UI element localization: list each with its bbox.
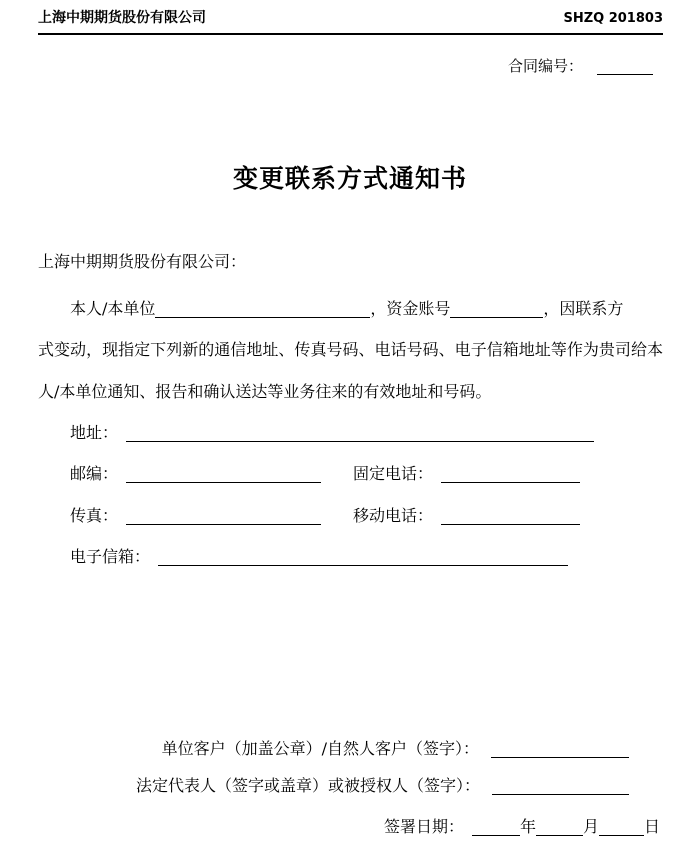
sign-date-year-blank[interactable] [472, 821, 520, 836]
body-line1-mid: ，资金账号 [370, 299, 451, 318]
postcode-phone-row [70, 464, 580, 484]
client-signature-row [162, 739, 629, 759]
email-blank[interactable] [158, 551, 568, 566]
address-blank[interactable] [126, 427, 594, 442]
legal-rep-signature-blank[interactable] [492, 780, 629, 795]
year-label: 年 [519, 817, 536, 836]
sign-date-day-blank[interactable] [599, 821, 644, 836]
fixed-phone-label: 固定电话： [353, 464, 434, 483]
fax-label: 传真： [70, 506, 119, 525]
sign-date-label: 签署日期： [383, 817, 464, 836]
address-label: 地址： [70, 423, 119, 442]
day-label: 日 [643, 817, 660, 836]
client-name-blank[interactable] [155, 303, 370, 318]
page-header [38, 10, 663, 35]
body-line-3: 人/本单位通知、报告和确认送达等业务往来的有效地址和号码。 [38, 382, 492, 401]
header-doc-code: SHZQ 201803 [563, 11, 663, 26]
client-signature-blank[interactable] [491, 743, 629, 758]
address-row [70, 423, 594, 443]
fax-mobile-row [70, 506, 580, 526]
client-signature-label: 单位客户（加盖公章）/自然人客户（签字）： [161, 739, 479, 758]
legal-rep-signature-row [136, 776, 629, 796]
fixed-phone-blank[interactable] [441, 468, 580, 483]
document-title: 变更联系方式通知书 [232, 164, 467, 193]
header-company-name: 上海中期期货股份有限公司 [38, 10, 206, 26]
mobile-phone-label: 移动电话： [353, 506, 434, 525]
email-label: 电子信箱： [70, 547, 151, 566]
fax-blank[interactable] [126, 510, 321, 525]
mobile-phone-blank[interactable] [441, 510, 580, 525]
body-line-1 [70, 299, 623, 319]
contract-number-blank[interactable] [597, 60, 653, 75]
legal-rep-signature-label: 法定代表人（签字或盖章）或被授权人（签字）： [135, 776, 480, 795]
salutation: 上海中期期货股份有限公司： [38, 252, 247, 271]
sign-date-row [384, 817, 660, 837]
body-line1-pre: 本人/本单位 [70, 299, 156, 318]
postcode-blank[interactable] [126, 468, 321, 483]
body-line-2: 式变动，现指定下列新的通信地址、传真号码、电话号码、电子信箱地址等作为贵司给本 [38, 340, 663, 359]
body-line1-post: ，因联系方 [543, 299, 624, 318]
account-number-blank[interactable] [450, 303, 543, 318]
postcode-label: 邮编： [70, 464, 119, 483]
contract-number-row [508, 57, 653, 76]
email-row [70, 547, 568, 567]
contract-number-label: 合同编号： [507, 57, 583, 75]
month-label: 月 [582, 817, 599, 836]
sign-date-month-blank[interactable] [536, 821, 583, 836]
